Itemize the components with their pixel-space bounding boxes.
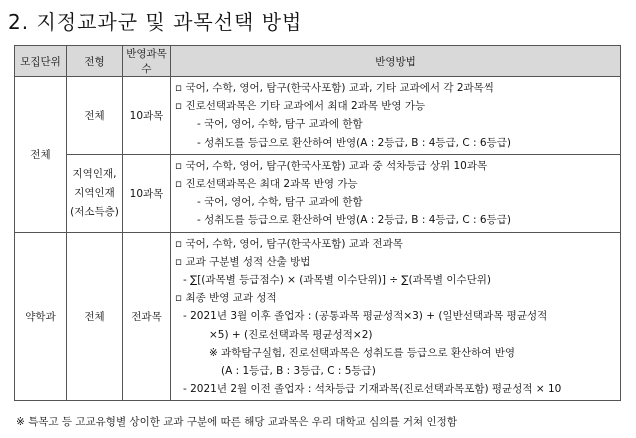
method-line: ▫ 국어, 수학, 영어, 탐구(한국사포함) 교과 중 석차등급 상위 10과목	[175, 159, 488, 172]
method-line: - ∑[(과목별 등급점수) × (과목별 이수단위)] ÷ ∑(과목별 이수단위)	[183, 274, 492, 287]
header-count: 반영과목수	[123, 46, 171, 77]
count-cell: 10과목	[123, 154, 171, 232]
track-line: 지역인재	[74, 186, 115, 199]
method-line: ▫ 국어, 수학, 영어, 탐구(한국사포함) 교과, 기타 교과에서 각 2과목씩	[175, 82, 494, 94]
method-line: - 2021년 3월 이후 졸업자 : (공통과목 평균성적×3) + (일반선택과목 평균성적	[183, 310, 548, 323]
track-cell: 전체	[67, 77, 123, 155]
header-track: 전형	[67, 46, 123, 77]
method-line: - 성취도를 등급으로 환산하여 반영(A : 2등급, B : 4등급, C : 6등급)	[197, 214, 511, 227]
track-line: (저소득층)	[70, 205, 119, 218]
section-title: 2. 지정교과군 및 과목선택 방법	[8, 10, 303, 34]
method-line: ▫ 최종 반영 교과 성적	[175, 292, 277, 305]
method-cell	[171, 154, 621, 232]
method-line: - 성취도를 등급으로 환산하여 반영(A : 2등급, B : 4등급, C : 6등급)	[197, 136, 511, 149]
table-row	[15, 232, 621, 401]
method-cell	[171, 77, 621, 155]
header-method: 반영방법	[171, 46, 621, 77]
method-line: - 국어, 영어, 수학, 탐구 교과에 한함	[197, 196, 363, 209]
footnote: ※ 특목고 등 고교유형별 상이한 교과 구분에 따른 해당 교과목은 우리 대학교 심의를 거쳐 인정함	[16, 416, 457, 428]
table-row	[15, 77, 621, 155]
table-header-row	[15, 46, 621, 77]
count-cell: 10과목	[123, 77, 171, 155]
method-line: ※ 과학탐구실험, 진로선택과목은 성취도를 등급으로 환산하여 반영	[209, 346, 516, 359]
track-cell	[67, 154, 123, 232]
table-row	[15, 154, 621, 232]
unit-cell: 약학과	[15, 232, 67, 401]
method-line: ▫ 진로선택과목은 최대 2과목 반영 가능	[175, 178, 358, 191]
method-cell	[171, 232, 621, 401]
method-line: (A : 1등급, B : 3등급, C : 5등급)	[221, 365, 376, 378]
track-line: 지역인재,	[72, 167, 117, 180]
method-line: ▫ 진로선택과목은 기타 교과에서 최대 2과목 반영 가능	[175, 100, 426, 113]
method-line: ▫ 국어, 수학, 영어, 탐구(한국사포함) 교과 전과목	[175, 237, 403, 250]
method-line: - 국어, 영어, 수학, 탐구 교과에 한함	[197, 118, 363, 131]
track-cell: 전체	[67, 232, 123, 401]
count-cell: 전과목	[123, 232, 171, 401]
header-unit: 모집단위	[15, 46, 67, 77]
method-line: - 2021년 2월 이전 졸업자 : 석차등급 기재과목(진로선택과목포함) 평균성적 × 10	[183, 383, 562, 396]
method-line: ×5) + (진로선택과목 평균성적×2)	[209, 328, 373, 341]
method-line: ▫ 교과 구분별 성적 산출 방법	[175, 255, 311, 268]
unit-cell: 전체	[15, 77, 67, 233]
selection-method-table	[14, 45, 621, 401]
